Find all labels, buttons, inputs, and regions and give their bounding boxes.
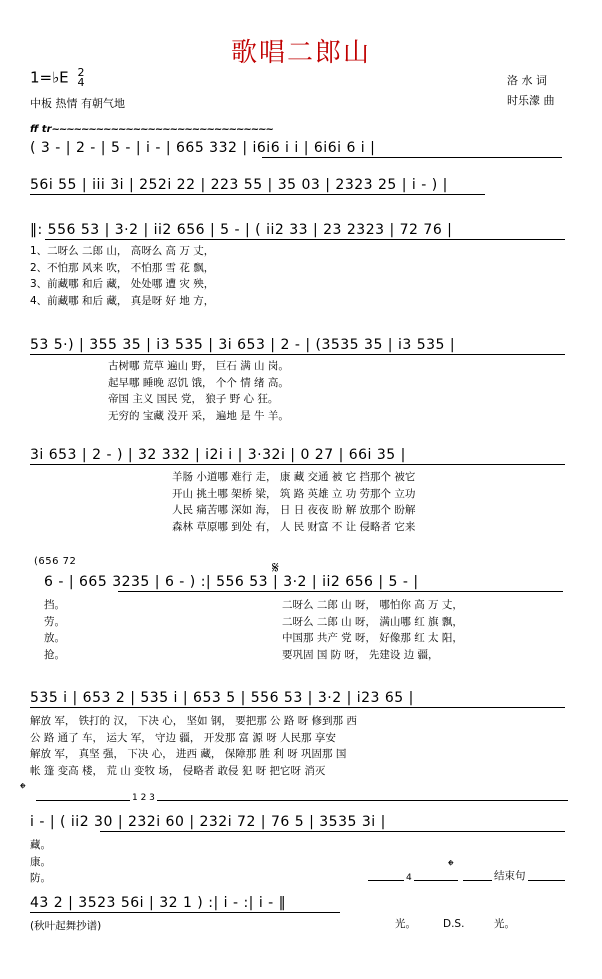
score-system-1: ( 3 - | 2 - | 5 - | i - | 665 332 | i6i6 i i | 6i6i 6 i | bbox=[30, 140, 376, 156]
lyric-line: 挡。 bbox=[44, 599, 65, 611]
segno-sign: 𝄋 bbox=[272, 558, 279, 577]
lyric-line: 解放 军， 真坚 强， 下决 心， 进西 藏， 保障那 胜 利 呀 巩固那 国 bbox=[30, 748, 347, 760]
source-note: (秋叶起舞抄谱) bbox=[30, 920, 102, 932]
da-segno-mark: D.S. bbox=[443, 918, 465, 930]
beam-line bbox=[118, 591, 563, 592]
lyric-line: 古树哪 荒草 遍山 野， 巨石 满 山 岗。 bbox=[108, 360, 289, 372]
beam-line bbox=[100, 831, 565, 832]
lyric-line: 无穷的 宝藏 没开 采， 遍地 是 牛 羊。 bbox=[108, 409, 289, 422]
lyrics-verse-block-2 bbox=[108, 358, 289, 424]
lyric-line: 帝国 主义 国民 党， 狼子 野 心 狂。 bbox=[108, 393, 279, 405]
score-system-2: 56i 55 | iii 3i | 252i 22 | 223 55 | 35 03 | 2323 25 | i - ) | bbox=[30, 177, 448, 193]
score-system-4: 53 5·) | 355 35 | i3 535 | 3i 653 | 2 - | (3535 35 | i3 535 | bbox=[30, 337, 456, 353]
volta-label: 1 2 3 bbox=[132, 793, 155, 803]
beam-line bbox=[30, 354, 565, 355]
lyric-line: 抢。 bbox=[44, 648, 65, 661]
lyrics-ending-block-2 bbox=[30, 837, 51, 887]
coda-sign: 𝄌 bbox=[20, 779, 26, 798]
coda-ending-label: 结束句 bbox=[494, 870, 526, 882]
lyrics-chorus-block-2 bbox=[30, 713, 357, 779]
score-system-8: i - | ( ii2 30 | 232i 60 | 232i 72 | 76 5 | 3535 3i | bbox=[30, 814, 386, 830]
lyric-line: 中国那 共产 党 呀， 好像那 红 太 阳， bbox=[282, 632, 463, 644]
score-system-5: 3i 653 | 2 - ) | 32 332 | i2i i | 3·32i | 0 27 | 66i 35 | bbox=[30, 447, 406, 463]
beam-line bbox=[30, 707, 565, 708]
bracket-note-group: (656 72 bbox=[34, 556, 77, 567]
lyrics-ending-block-1 bbox=[44, 597, 65, 663]
lyric-line: 2、不怕那 风来 吹， 不怕那 雪 花 飘， bbox=[30, 261, 215, 274]
lyric-line: 开山 挑土哪 架桥 梁， 筑 路 英雄 立 功 劳那个 立功 bbox=[172, 487, 416, 500]
time-signature: 2 4 bbox=[77, 66, 85, 89]
lyric-line: 公 路 通了 车， 运大 军， 守边 疆， 开发那 富 源 呀 人民那 享安 bbox=[30, 731, 336, 744]
volta-4-label: 4 bbox=[406, 873, 412, 883]
lyrics-chorus-block-1 bbox=[282, 597, 463, 663]
dynamic-trill-marking: ff tr~~~~~~~~~~~~~~~~~~~~~~~~~~~~~~ bbox=[30, 124, 273, 135]
lyric-line: 康。 bbox=[30, 855, 51, 868]
lyric-end-1: 光。 bbox=[395, 918, 416, 930]
lyric-line: 4、前藏哪 和后 藏， 真是呀 好 地 方， bbox=[30, 294, 215, 307]
lyric-line: 帐 篷 变高 楼， 荒 山 变牧 场， 侵略者 敢侵 犯 呀 把它呀 消灭 bbox=[30, 764, 326, 777]
lyric-line: 二呀么 二郎 山 呀， 哪怕你 高 万 丈， bbox=[282, 599, 463, 611]
lyric-line: 防。 bbox=[30, 872, 51, 884]
song-title: 歌唱二郎山 bbox=[230, 38, 371, 68]
score-system-3: ‖: 556 53 | 3·2 | ii2 656 | 5 - | ( ii2 33 | 23 2323 | 72 76 | bbox=[30, 222, 453, 238]
lyric-end-2: 光。 bbox=[494, 918, 515, 930]
score-system-6: 6 - | 665 3235 | 6 - ) :| 556 53 | 3·2 | ii2 656 | 5 - | bbox=[44, 574, 419, 590]
lyric-line: 1、二呀么 二郎 山， 高呀么 高 万 丈， bbox=[30, 245, 215, 257]
lyricist-credit: 洛 水 词 bbox=[507, 74, 547, 87]
beam-line bbox=[30, 464, 565, 465]
score-system-9: 43 2 | 3523 56i | 32 1 ) :| i - :| i - ‖ bbox=[30, 895, 287, 911]
tempo-marking: 中板 热情 有朝气地 bbox=[30, 97, 125, 110]
beam-line bbox=[45, 239, 565, 240]
lyric-line: 放。 bbox=[44, 632, 65, 644]
composer-credit: 时乐濛 曲 bbox=[507, 94, 555, 107]
beam-line bbox=[30, 912, 340, 913]
lyric-line: 要巩固 国 防 呀， 先建设 边 疆， bbox=[282, 648, 439, 661]
lyric-line: 藏。 bbox=[30, 839, 51, 851]
coda-sign-end: 𝄌 bbox=[448, 856, 454, 875]
lyric-line: 人民 痛苦哪 深如 海， 日 日 夜夜 盼 解 放那个 盼解 bbox=[172, 504, 416, 516]
lyric-line: 起早哪 睡晚 忍饥 饿， 个个 情 绪 高。 bbox=[108, 376, 289, 389]
lyric-line: 羊肠 小道哪 难行 走， 康 藏 交通 被 它 挡那个 被它 bbox=[172, 471, 416, 483]
beam-line bbox=[30, 194, 485, 195]
beam-line bbox=[262, 157, 562, 158]
key-signature: 1=♭E 2 4 bbox=[30, 66, 85, 89]
score-system-7: 535 i | 653 2 | 535 i | 653 5 | 556 53 | 3·2 | i23 65 | bbox=[30, 690, 414, 706]
lyric-line: 3、前藏哪 和后 藏， 处处哪 遭 灾 殃， bbox=[30, 278, 215, 290]
lyric-line: 劳。 bbox=[44, 615, 65, 628]
lyrics-verse-block-1 bbox=[30, 243, 214, 309]
lyric-line: 森林 草原哪 到处 有， 人 民 财富 不 让 侵略者 它来 bbox=[172, 520, 416, 533]
volta-bracket-1-3 bbox=[36, 800, 568, 801]
lyric-line: 二呀么 二郎 山 呀， 满山哪 红 旗 飘， bbox=[282, 615, 463, 628]
lyrics-verse-block-3 bbox=[172, 469, 415, 535]
lyric-line: 解放 军， 铁打的 汉， 下决 心， 坚如 钢， 要把那 公 路 呀 修到那 西 bbox=[30, 715, 357, 727]
